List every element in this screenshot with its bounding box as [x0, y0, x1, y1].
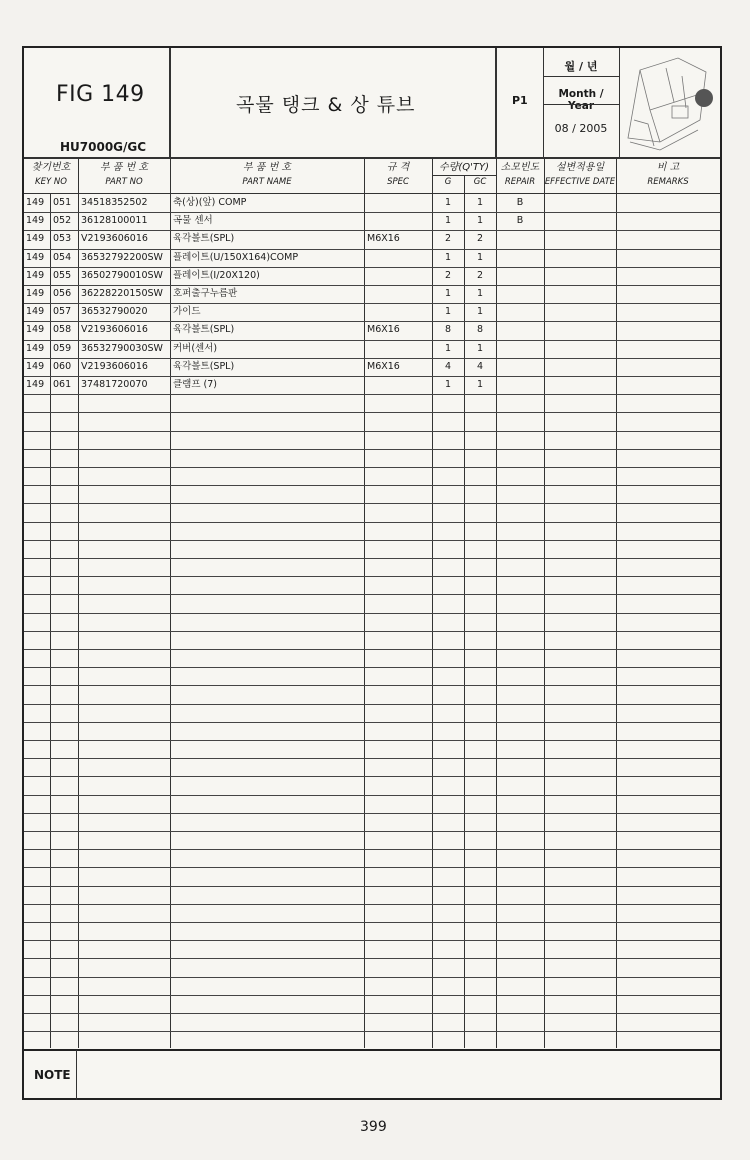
cell-repair	[496, 376, 544, 394]
header-remarks-ko: 비 고	[656, 162, 680, 173]
cell-eff	[544, 285, 616, 303]
cell-name: 육각볼트(SPL)	[173, 324, 235, 335]
cell-remarks	[619, 358, 719, 376]
cell-part-no: 34518352502	[81, 197, 148, 208]
cell-key: 052	[53, 215, 72, 226]
cell-name: 육각볼트(SPL)	[173, 233, 235, 244]
cell-key: 056	[53, 288, 72, 299]
combine-harvester-icon	[620, 50, 720, 154]
header-repair-ko: 소모빈도	[500, 162, 540, 173]
cell-key: 053	[53, 233, 72, 244]
cell-eff	[544, 376, 616, 394]
header-effective-date-ko: 설변적용일	[555, 162, 605, 173]
cell-spec	[367, 267, 431, 285]
cell-spec: M6X16	[367, 361, 400, 372]
header-part-no-ko: 부 품 번 호	[99, 162, 149, 173]
cell-repair	[496, 285, 544, 303]
cell-key: 051	[53, 197, 72, 208]
cell-repair: B	[516, 197, 524, 208]
cell-name: 곡물 센서	[173, 215, 213, 226]
cell-fig: 149	[26, 306, 45, 317]
cell-spec	[367, 340, 431, 358]
cell-repair	[496, 267, 544, 285]
header-qty-ko: 수량(Q'TY)	[439, 162, 489, 173]
header-spec-ko: 규 격	[386, 162, 410, 173]
cell-eff	[544, 249, 616, 267]
table-row	[24, 194, 720, 212]
cell-key: 058	[53, 324, 72, 335]
table-row	[24, 230, 720, 248]
cell-key: 057	[53, 306, 72, 317]
cell-gc: 1	[476, 343, 484, 354]
cell-part-no: 36128100011	[81, 215, 148, 226]
cell-key: 055	[53, 270, 72, 281]
cell-g: 1	[444, 252, 452, 263]
cell-gc: 4	[476, 361, 484, 372]
cell-name: 커버(센서)	[173, 343, 218, 354]
header-key-no: KEY NO	[35, 177, 67, 187]
header-key-no-ko: 찾기번호	[31, 162, 71, 173]
header-remarks: REMARKS	[647, 177, 689, 187]
cell-fig: 149	[26, 379, 45, 390]
fig-block	[24, 48, 170, 157]
cell-part-no: 36532790020	[81, 306, 148, 317]
cell-repair	[496, 249, 544, 267]
header-part-no: PART NO	[105, 177, 143, 187]
cell-g: 1	[444, 197, 452, 208]
cell-fig: 149	[26, 270, 45, 281]
cell-part-no: V2193606016	[81, 361, 148, 372]
note-label: NOTE	[34, 1068, 71, 1082]
cell-eff	[544, 303, 616, 321]
cell-repair	[496, 340, 544, 358]
cell-spec	[367, 194, 431, 212]
table-row	[24, 376, 720, 394]
table-row	[24, 285, 720, 303]
cell-repair: B	[516, 215, 524, 226]
cell-remarks	[619, 285, 719, 303]
cell-name: 플레이트(U/150X164)COMP	[173, 252, 299, 263]
cell-gc: 2	[476, 270, 484, 281]
cell-name: 클램프 (7)	[173, 379, 218, 390]
cell-part-no: 36532792200SW	[81, 252, 163, 263]
cell-part-no: V2193606016	[81, 324, 148, 335]
fig-label: FIG 149	[56, 82, 145, 107]
cell-part-no: V2193606016	[81, 233, 148, 244]
cell-key: 059	[53, 343, 72, 354]
cell-gc: 1	[476, 288, 484, 299]
cell-remarks	[619, 267, 719, 285]
cell-spec	[367, 249, 431, 267]
cell-repair	[496, 230, 544, 248]
page-number: 399	[360, 1119, 387, 1135]
cell-remarks	[619, 212, 719, 230]
page-title: 곡물 탱크 & 상 튜브	[236, 94, 416, 116]
model-label: HU7000G/GC	[60, 140, 147, 154]
header-qty-g: G	[444, 177, 452, 187]
cell-fig: 149	[26, 288, 45, 299]
cell-g: 4	[444, 361, 452, 372]
header-part-name: PART NAME	[242, 177, 292, 187]
cell-gc: 1	[476, 197, 484, 208]
cell-g: 2	[444, 233, 452, 244]
cell-part-no: 36532790030SW	[81, 343, 163, 354]
month-year-en: Month / Year	[558, 88, 604, 112]
cell-eff	[544, 267, 616, 285]
table-row	[24, 340, 720, 358]
cell-remarks	[619, 340, 719, 358]
header-repair: REPAIR	[504, 177, 536, 187]
cell-repair	[496, 358, 544, 376]
cell-name: 가이드	[173, 306, 201, 317]
cell-gc: 1	[476, 306, 484, 317]
revision-date: 08 / 2005	[554, 122, 608, 135]
cell-fig: 149	[26, 324, 45, 335]
header-qty-gc: GC	[473, 177, 487, 187]
cell-spec	[367, 212, 431, 230]
cell-g: 8	[444, 324, 452, 335]
cell-fig: 149	[26, 197, 45, 208]
table-row	[24, 321, 720, 339]
cell-eff	[544, 340, 616, 358]
cell-remarks	[619, 321, 719, 339]
cell-fig: 149	[26, 233, 45, 244]
cell-name: 육각볼트(SPL)	[173, 361, 235, 372]
table-row	[24, 267, 720, 285]
cell-g: 1	[444, 215, 452, 226]
cell-fig: 149	[26, 361, 45, 372]
cell-part-no: 36502790010SW	[81, 270, 163, 281]
parts-list-sheet	[22, 46, 722, 1100]
cell-g: 1	[444, 288, 452, 299]
cell-gc: 2	[476, 233, 484, 244]
cell-spec	[367, 303, 431, 321]
cell-eff	[544, 321, 616, 339]
table-row	[24, 303, 720, 321]
cell-spec: M6X16	[367, 324, 400, 335]
cell-name: 플레이트(I/20X120)	[173, 270, 260, 281]
cell-key: 061	[53, 379, 72, 390]
cell-remarks	[619, 249, 719, 267]
cell-gc: 1	[476, 252, 484, 263]
cell-g: 1	[444, 379, 452, 390]
cell-eff	[544, 212, 616, 230]
header-effective-date: EFFECTIVE DATE	[544, 177, 616, 187]
header-spec: SPEC	[387, 177, 409, 187]
table-row	[24, 358, 720, 376]
page-label: P1	[512, 94, 528, 107]
cell-eff	[544, 194, 616, 212]
cell-g: 1	[444, 306, 452, 317]
month-year-ko: 월 / 년	[564, 60, 598, 73]
cell-remarks	[619, 194, 719, 212]
cell-g: 2	[444, 270, 452, 281]
cell-remarks	[619, 303, 719, 321]
cell-fig: 149	[26, 343, 45, 354]
cell-part-no: 36228220150SW	[81, 288, 163, 299]
header-part-name-ko: 부 품 번 호	[242, 162, 292, 173]
cell-gc: 8	[476, 324, 484, 335]
cell-fig: 149	[26, 215, 45, 226]
cell-key: 054	[53, 252, 72, 263]
cell-remarks	[619, 230, 719, 248]
cell-gc: 1	[476, 215, 484, 226]
table-row	[24, 249, 720, 267]
cell-name: 축(상)(앞) COMP	[173, 197, 247, 208]
cell-repair	[496, 321, 544, 339]
cell-eff	[544, 230, 616, 248]
cell-key: 060	[53, 361, 72, 372]
cell-spec	[367, 376, 431, 394]
cell-name: 호퍼출구누름판	[173, 288, 238, 299]
cell-spec	[367, 285, 431, 303]
cell-repair	[496, 303, 544, 321]
cell-g: 1	[444, 343, 452, 354]
cell-part-no: 37481720070	[81, 379, 148, 390]
cell-fig: 149	[26, 252, 45, 263]
table-row	[24, 212, 720, 230]
cell-eff	[544, 358, 616, 376]
cell-spec: M6X16	[367, 233, 400, 244]
cell-remarks	[619, 376, 719, 394]
cell-gc: 1	[476, 379, 484, 390]
